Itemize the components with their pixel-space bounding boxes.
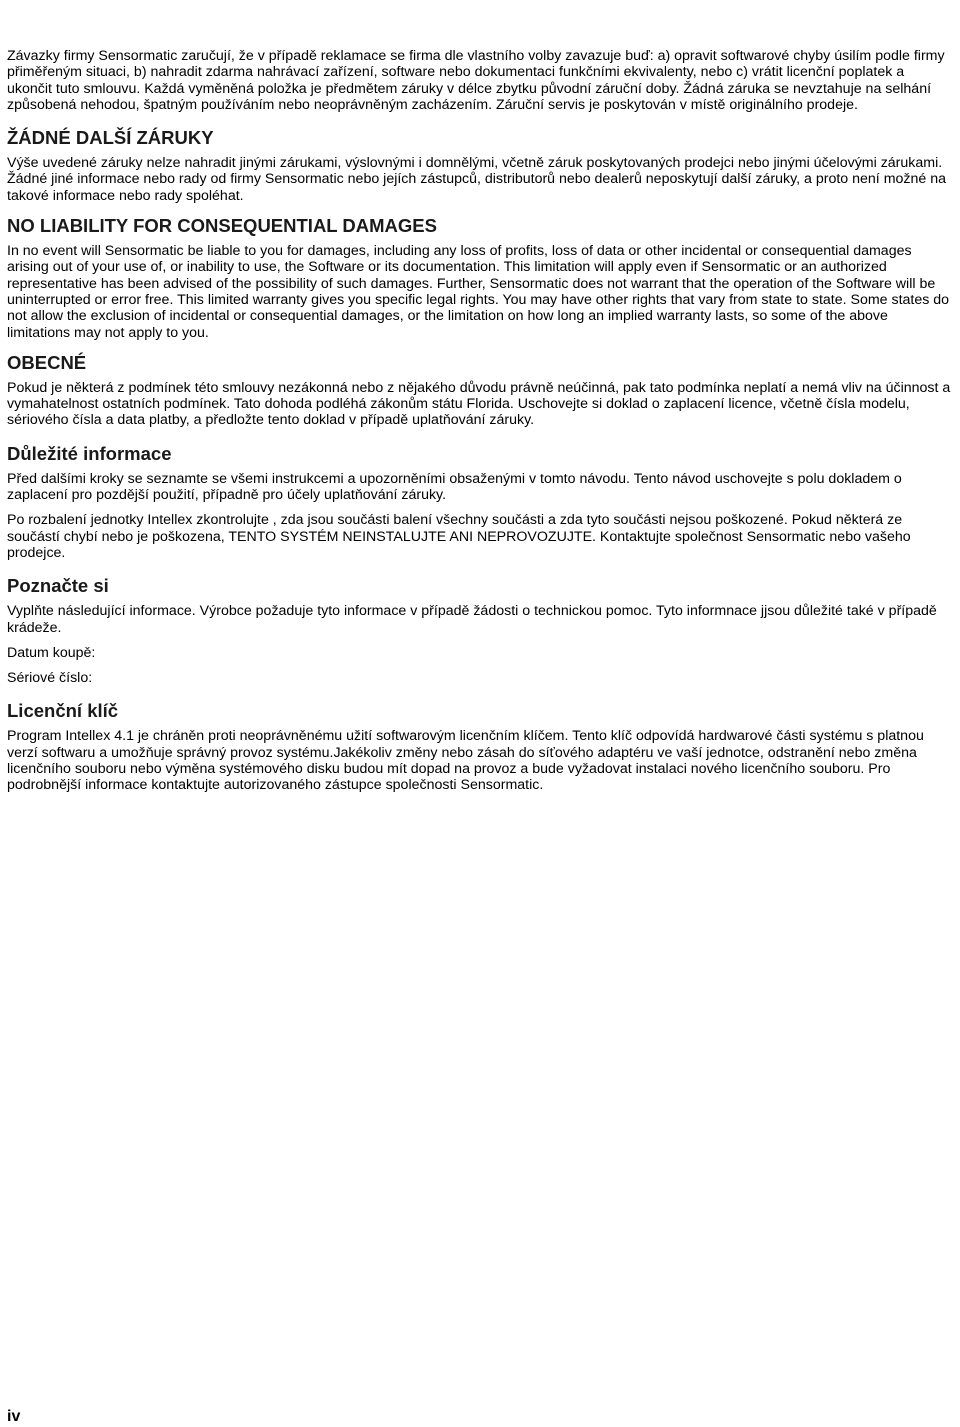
no-other-warranties-paragraph: Výše uvedené záruky nelze nahradit jinými zárukami, výslovnými i domnělými, včetně záruk poskytovaných prodejci nebo jinými účelovými zárukami. Žádné jiné informace nebo rady od firmy Sensormatic nebo jejích zástupců, distributorů nebo dealerů neposkytují další záruky, a proto není možné na takové informace nebo rady spoléhat. <box>7 155 946 204</box>
general-paragraph: Pokud je některá z podmínek této smlouvy nezákonná nebo z nějakého důvodu právně neúčinná, pak tato podmínka neplatí a nemá vliv na účinnost a vymahatelnost ostatních podmínek. Tato dohoda podléhá zákonům státu Florida. Uschovejte si doklad o zaplacení licence, včetně čísla modelu, sériového čísla a data platby, a předložte tento doklad v případě uplatňování záruky. <box>7 379 951 429</box>
page-number: iv <box>7 1408 21 1425</box>
no-other-warranties-heading: ŽÁDNÉ DALŠÍ ZÁRUKY <box>7 127 214 149</box>
general-heading: OBECNÉ <box>7 351 87 373</box>
no-liability-heading: NO LIABILITY FOR CONSEQUENTIAL DAMAGES <box>7 215 437 237</box>
important-info-paragraph-2: Po rozbalení jednotky Intellex zkontrolujte , zda jsou součásti balení všechny součásti a zda tyto součásti nejsou poškozené. Pokud některá ze součástí chybí nebo je poškozena, TENTO SYSTÉM NEINSTALUJTE ANI NEPROVOZUJTE. Kontaktujte společnost Sensormatic nebo vašeho prodejce. <box>7 512 911 561</box>
serial-number-label: Sériové číslo: <box>7 670 93 687</box>
note-heading: Poznačte si <box>7 575 109 597</box>
important-info-heading: Důležité informace <box>7 442 172 464</box>
important-info-paragraph-1: Před dalšími kroky se seznamte se všemi instrukcemi a upozorněními obsaženými v tomto návodu. Tento návod uschovejte s polu dokladem o zaplacení pro pozdější použití, případně pro účely uplatňování záruky. <box>7 470 902 504</box>
warranty-intro-paragraph: Závazky firmy Sensormatic zaručují, že v případě reklamace se firma dle vlastního volby zavazuje buď: a) opravit softwarové chyby úsilím podle firmy přiměřeným situaci, b) nahradit zdarma nahrávací zařízení, software nebo dokumentaci funkčními ekvivalenty, nebo c) vrátit licenční poplatek a ukončit tuto smlouvu. Každá vyměněná položka je předmětem záruky v délce zbytku původní záruční doby. Žádná záruka se nevztahuje na selhání způsobená nehodou, špatným používáním nebo neoprávněným zacházením. Záruční servis je poskytován v místě originálního prodeje. <box>7 48 945 113</box>
note-paragraph: Vyplňte následující informace. Výrobce požaduje tyto informace v případě žádosti o technickou pomoc. Tyto informnace jjsou důležité také v případě krádeže. <box>7 603 937 636</box>
document-page <box>7 48 953 794</box>
license-key-heading: Licenční klíč <box>7 700 119 722</box>
license-key-paragraph: Program Intellex 4.1 je chráněn proti neoprávněnému užití softwarovým licenčním klíčem. Tento klíč odpovídá hardwarové části systému s platnou verzí softwaru a umožňuje správný provoz systému.Jakékoliv změny nebo zásah do síťového adaptéru ve vaší jednotce, odstranění nebo změna licenčního souboru nebo výměna systémového disku budou mít dopad na provoz a bude vyžadovat instalaci nového licenčního souboru. Pro podrobnější informace kontaktujte autorizovaného zástupce společnosti Sensormatic. <box>7 728 924 794</box>
no-liability-paragraph: In no event will Sensormatic be liable to you for damages, including any loss of profits, loss of data or other incidental or consequential damages arising out of your use of, or inability to use, the Software or its documentation. This limitation will apply even if Sensormatic or an authorized representative has been advised of the possibility of such damages. Further, Sensormatic does not warrant that the operation of the Software will be uninterrupted or error free. This limited warranty gives you specific legal rights. You may have other rights that vary from state to state. Some states do not allow the exclusion of incidental or consequential damages, or the limitation on how long an implied warranty lasts, so some of the above limitations may not apply to you. <box>7 243 950 341</box>
purchase-date-label: Datum koupě: <box>7 644 96 661</box>
